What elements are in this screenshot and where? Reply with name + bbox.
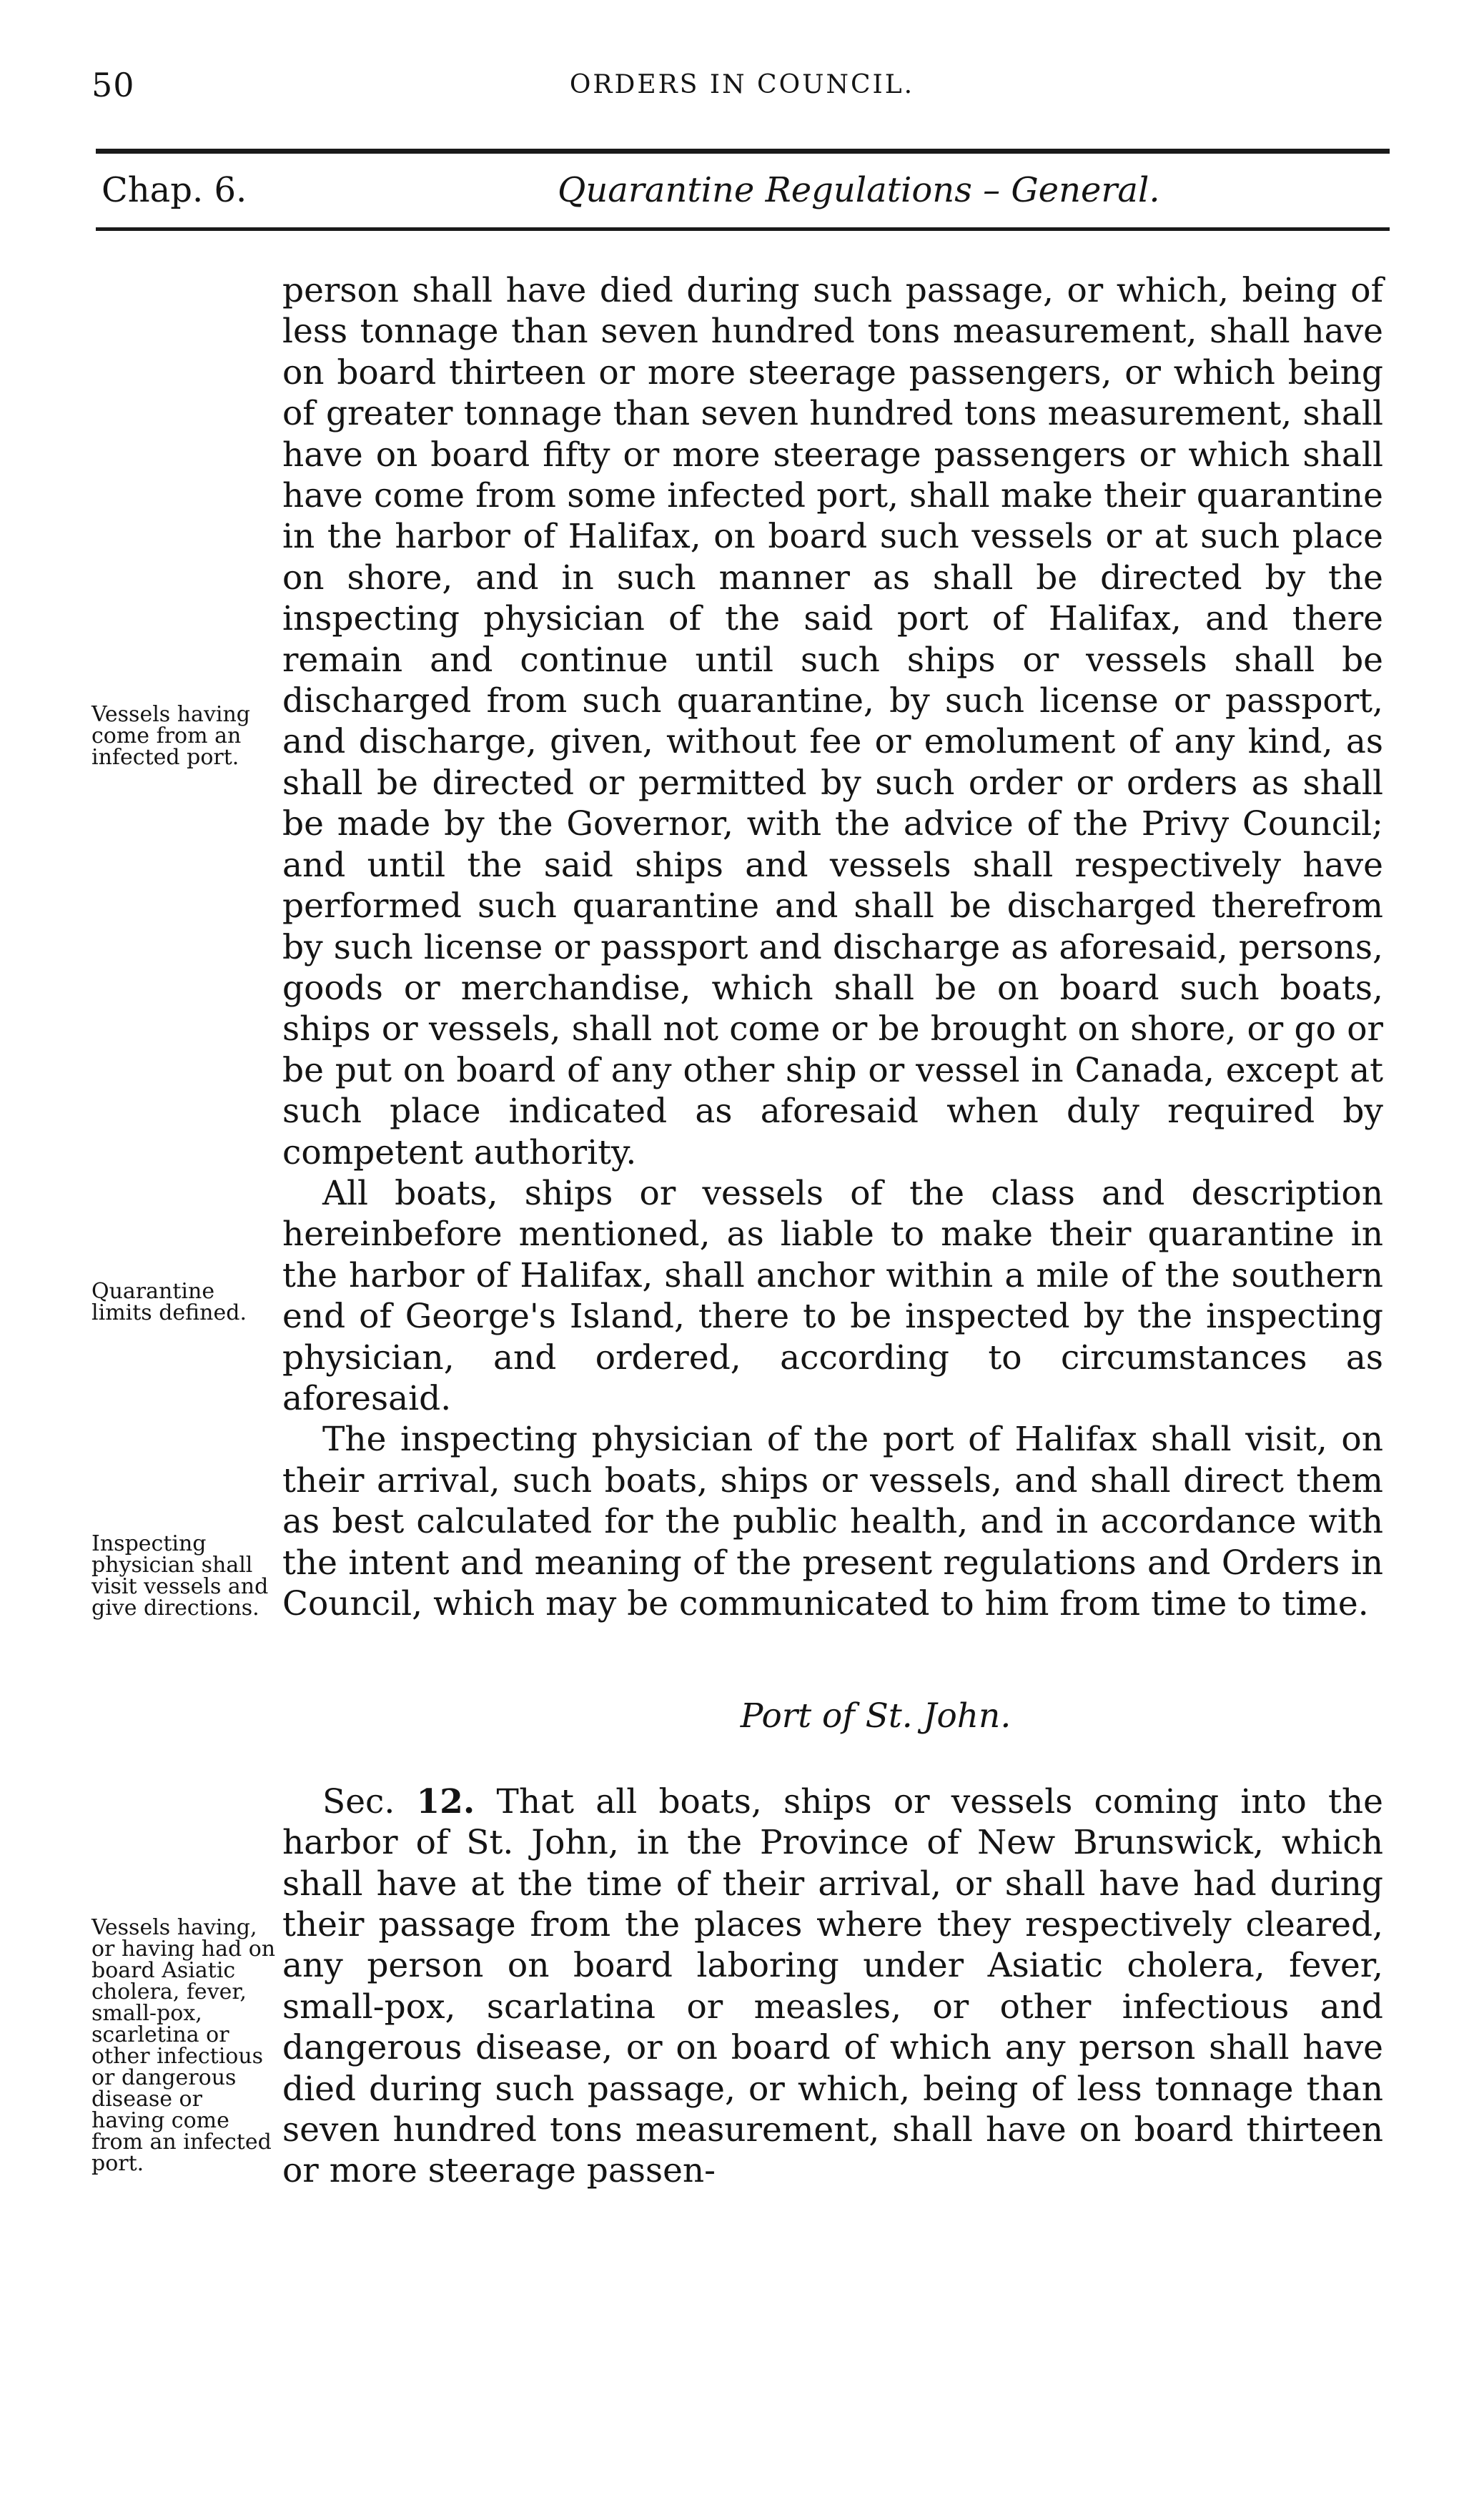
paragraph: person shall have died during such passage, or which, being of less tonnage than seven hundred tons measurement, shall have on board thirteen or more steerage passengers, or which being of greater tonnage than seven hundred tons measurement, shall have on board fifty or more steerage passengers or which shall have come from some infected port, shall make their quarantine in the harbor of Halifax, on board such vessels or at such place on shore, and in such manner as shall be directed by the inspecting physician of the said port of Halifax, and there remain and continue until such ships or vessels shall be discharged from such quarantine, by such license or passport, and discharge, given, without fee or emolument of any kind, as shall be directed or permitted by such order or orders as shall be made by the Governor, with the advice of the Privy Council; and until the said ships and vessels shall respectively have performed such quarantine and shall be discharged therefrom by such license or passport and discharge as aforesaid, persons, goods or merchandise, which shall be on board such boats, ships or vessels, shall not come or be brought on shore, or go or be put on board of any other ship or vessel in Canada, except at such place indicated as aforesaid when duly required by competent authority. <box>282 271 1383 1172</box>
paragraph: All boats, ships or vessels of the class and description hereinbefore mentioned, as liable to make their quarantine in the harbor of Halifax, shall anchor within a mile of the southern end of George's Island, there to be inspected by the inspecting physician, and ordered, according to circumstances as aforesaid. <box>282 1173 1383 1418</box>
marginal-note-quarantine-limits: Quarantine limits defined. <box>91 1279 247 1325</box>
paragraph: The inspecting physician of the port of Halifax shall visit, on their arrival, such boats, ships or vessels, and shall direct them as best calculated for the public health, and in accordance with the intent and meaning of the present regulations and Orders in Council, which may be communicated to him from time to time. <box>282 1420 1383 1623</box>
section-number: 12. <box>416 1781 475 1821</box>
chapter-label: Chap. 6. <box>102 170 247 210</box>
section-heading: Port of St. John. <box>740 1696 1011 1736</box>
section-label: Sec. <box>322 1781 395 1821</box>
marginal-note-vessels-disease: Vessels having, or having had on board Asiatic cholera, fever, small-pox, scarletina or other infectious or dangerous disease or having come from an infected port. <box>91 1915 276 2176</box>
marginal-note-inspecting-physician: Inspecting physician shall visit vessels and give directions. <box>91 1531 269 1621</box>
header-rule-top <box>96 149 1390 154</box>
section-text: That all boats, ships or vessels coming into the harbor of St. John, in the Province of New Brunswick, which shall have at the time of their arrival, or shall have had during their passage from the places where they respectively cleared, any person on board laboring under Asiatic cholera, fever, small-pox, scarlatina or measles, or other infectious and dangerous disease, or on board of which any person shall have died during such passage, or which, being of less tonnage than seven hundred tons measurement, shall have on board thirteen or more steerage passen- <box>282 1781 1383 2191</box>
section-title: Quarantine Regulations – General. <box>558 170 1160 210</box>
header-rule-bottom <box>96 227 1390 231</box>
running-title: ORDERS IN COUNCIL. <box>569 70 915 99</box>
marginal-note-infected-port: Vessels having come from an infected port. <box>91 702 251 770</box>
page-number: 50 <box>91 66 135 104</box>
body-text <box>282 270 1383 2192</box>
section-paragraph <box>282 1781 1383 2192</box>
